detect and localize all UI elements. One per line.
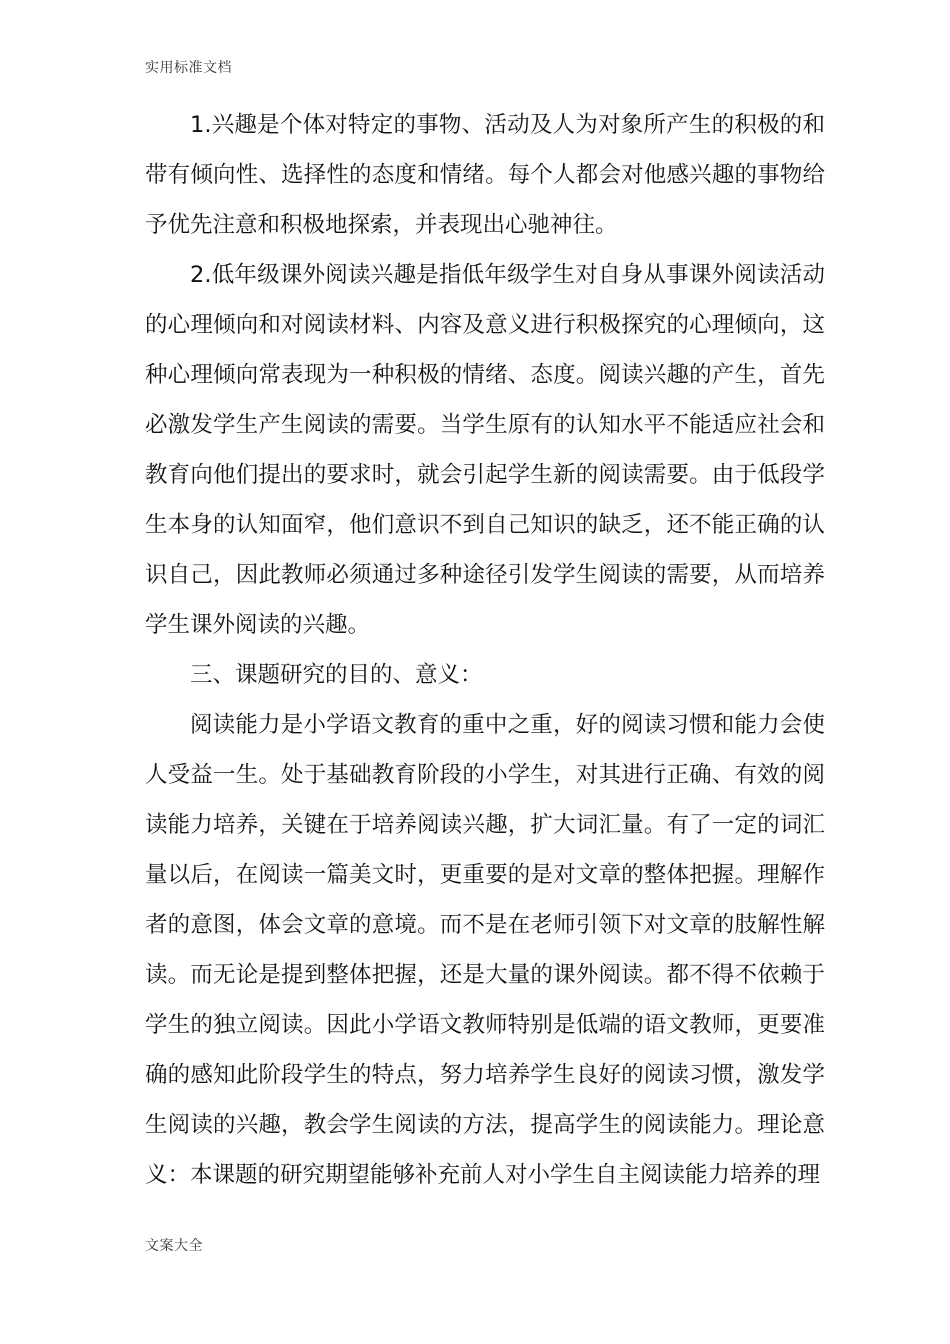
paragraph-interest-definition: 1.兴趣是个体对特定的事物、活动及人为对象所产生的积极的和带有倾向性、选择性的态度和情绪。每个人都会对他感兴趣的事物给予优先注意和积极地探索，并表现出心驰神往。 bbox=[145, 112, 825, 238]
page-footer: 文案大全 bbox=[145, 1238, 203, 1254]
paragraph-reading-ability: 阅读能力是小学语文教育的重中之重，好的阅读习惯和能力会使人受益一生。处于基础教育阶段的小学生，对其进行正确、有效的阅读能力培养，关键在于培养阅读兴趣，扩大词汇量。有了一定的词汇量以后，在阅读一篇美文时，更重要的是对文章的整体把握。理解作者的意图，体会文章的意境。而不是在老师引领下对文章的肢解性解读。而无论是提到整体把握，还是大量的课外阅读。都不得不依赖于学生的独立阅读。因此小学语文教师特别是低端的语文教师，更要准确的感知此阶段学生的特点，努力培养学生良好的阅读习惯，激发学生阅读的兴趣，教会学生阅读的方法，提高学生的阅读能力。理论意义：本课题的研究期望能够补充前人对小学生自主阅读能力培养的理 bbox=[145, 712, 825, 1188]
section-heading-purpose: 三、课题研究的目的、意义： bbox=[190, 662, 483, 688]
document-body bbox=[145, 100, 825, 1200]
paragraph-reading-interest: 2.低年级课外阅读兴趣是指低年级学生对自身从事课外阅读活动的心理倾向和对阅读材料、内容及意义进行积极探究的心理倾向，这种心理倾向常表现为一种积极的情绪、态度。阅读兴趣的产生，首先必激发学生产生阅读的需要。当学生原有的认知水平不能适应社会和教育向他们提出的要求时，就会引起学生新的阅读需要。由于低段学生本身的认知面窄，他们意识不到自己知识的缺乏，还不能正确的认识自己，因此教师必须通过多种途径引发学生阅读的需要，从而培养学生课外阅读的兴趣。 bbox=[145, 262, 825, 638]
page-header: 实用标准文档 bbox=[145, 60, 232, 76]
